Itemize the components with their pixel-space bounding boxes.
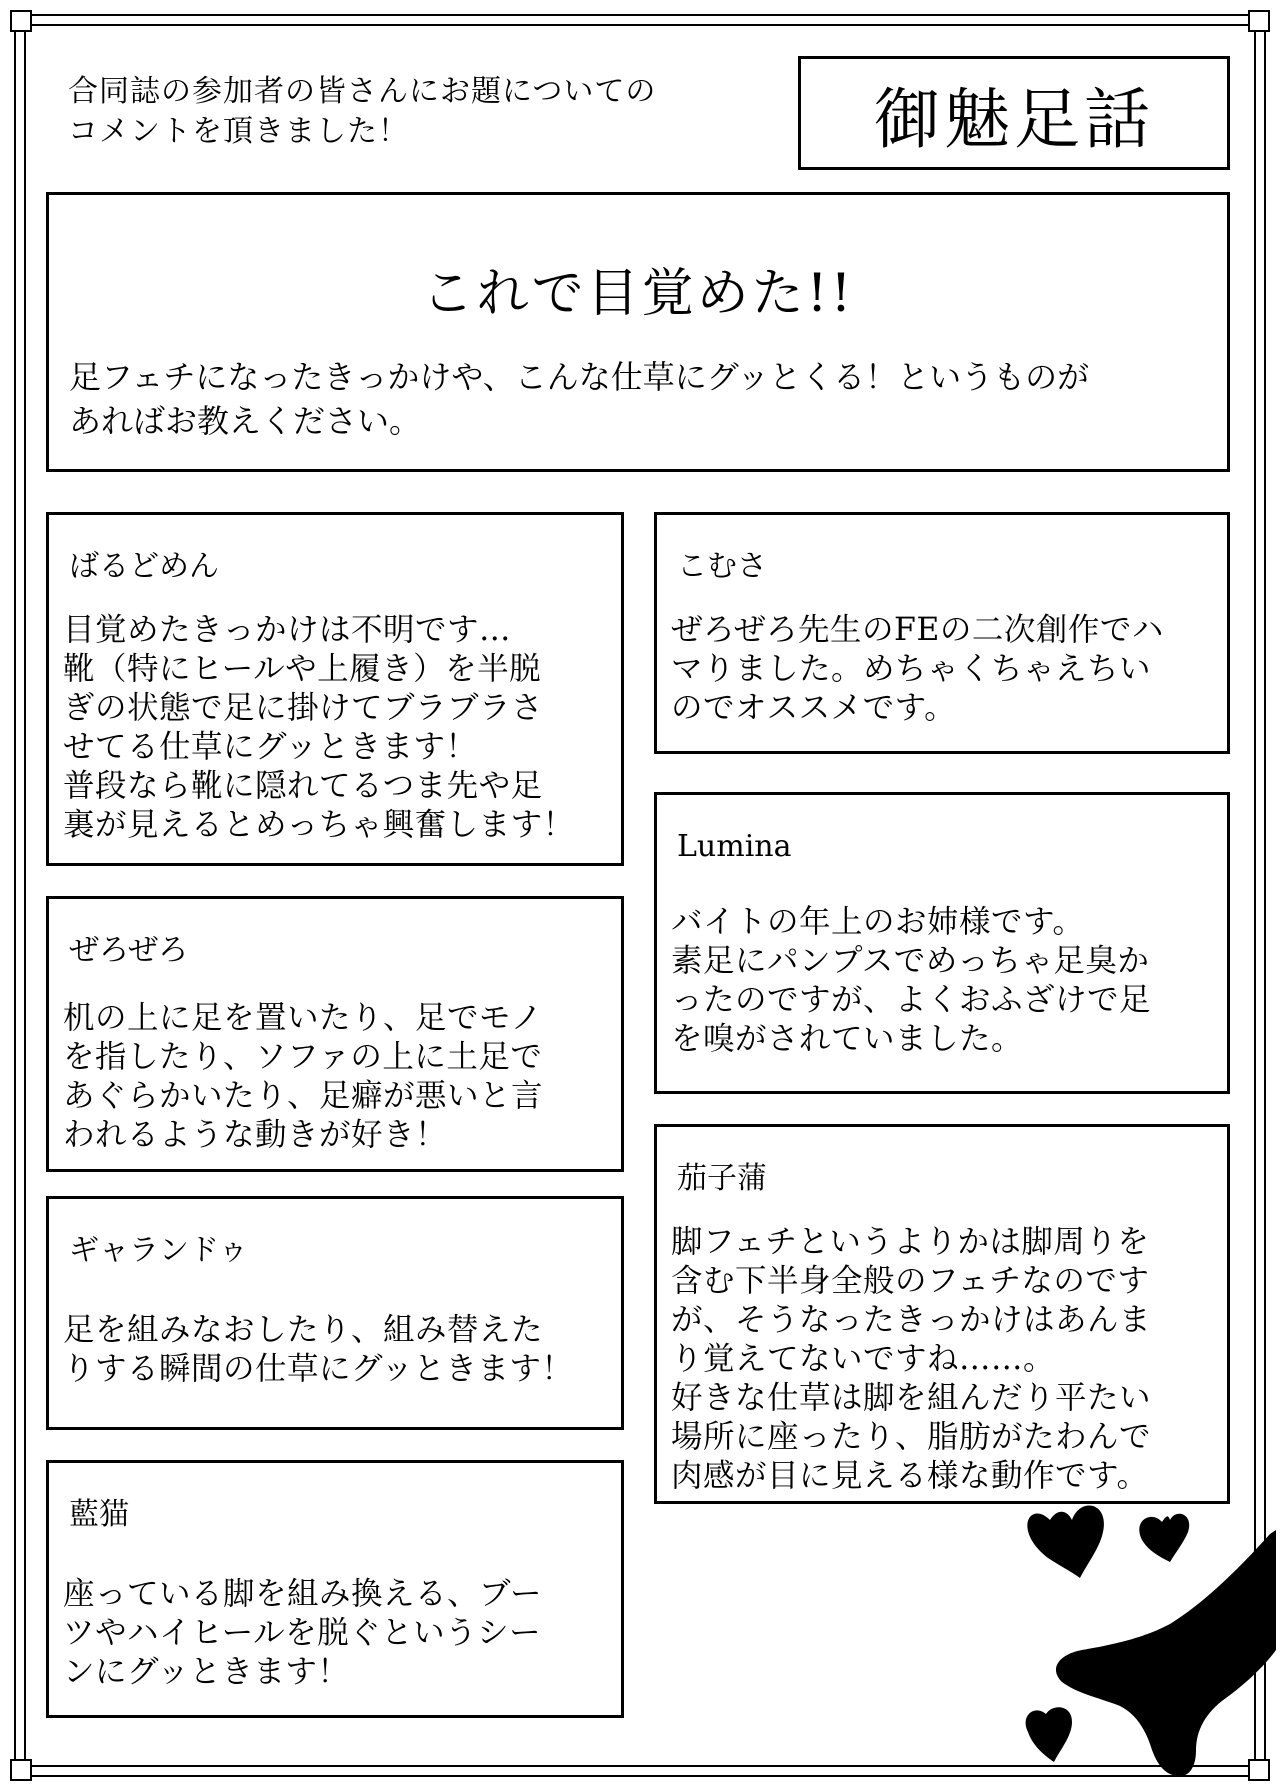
comment-box: [654, 512, 1230, 754]
comment-author: ばるどめん: [69, 549, 219, 584]
comment-box: [654, 792, 1230, 1094]
frame-corner: [1248, 10, 1270, 32]
comment-box: [46, 512, 624, 866]
intro-text: 合同誌の参加者の皆さんにお題についての コメントを頂きました！: [68, 74, 657, 149]
comment-box: [46, 896, 624, 1172]
frame-corner: [10, 1759, 32, 1781]
theme-box: [46, 192, 1230, 472]
frame-corner: [10, 10, 32, 32]
heart-icon: [1139, 1514, 1189, 1562]
comment-text: 座っている脚を組み換える、ブー ツやハイヒールを脱ぐというシー ンにグッときます！: [63, 1576, 543, 1690]
comment-author: こむさ: [677, 549, 767, 584]
comment-text: バイトの年上のお姉様です。 素足にパンプスでめっちゃ足臭か ったのですが、よくおふざけで足 を嗅がされていました。: [671, 904, 1152, 1057]
theme-question: 足フェチになったきっかけや、こんな仕草にグッとくる！というものが あればお教えください。: [69, 358, 1090, 440]
foot-hearts-decoration: [1020, 1500, 1276, 1780]
heart-icon: [1026, 1707, 1072, 1762]
comment-author: ギャランドゥ: [69, 1233, 249, 1268]
foot-silhouette-icon: [1056, 1530, 1276, 1776]
comment-box: [654, 1124, 1230, 1504]
comment-text: 足を組みなおしたり、組み替えた りする瞬間の仕草にグッときます！: [63, 1312, 574, 1387]
heart-icon: [1027, 1505, 1104, 1578]
logo-title-box: [798, 56, 1230, 170]
comment-author: 藍猫: [69, 1497, 129, 1532]
comment-box: [46, 1460, 624, 1718]
comment-text: 目覚めたきっかけは不明です… 靴（特にヒールや上履き）を半脱 ぎの状態で足に掛けてブラブラさ せてる仕草にグッときます！ 普段なら靴に隠れてるつま先や足 裏が見えるとめっちゃ興奮します！: [63, 612, 575, 843]
comment-author: 茄子蒲: [677, 1161, 767, 1196]
comment-box: [46, 1196, 624, 1430]
comment-text: ぜろぜろ先生のFEの二次創作でハ マりました。めちゃくちゃえちい のでオススメです。: [671, 612, 1164, 726]
comment-text: 脚フェチというよりかは脚周りを 含む下半身全般のフェチなのです が、そうなったきっかけはあんま り覚えてないですね……。 好きな仕草は脚を組んだり平たい 場所に座ったり、脂肪がたわんで 肉感が目に見える様な動作です。: [671, 1224, 1152, 1494]
comment-author: ぜろぜろ: [69, 933, 189, 968]
theme-title: これで目覚めた!!: [421, 264, 855, 324]
comment-author: Lumina: [677, 829, 792, 864]
comment-text: 机の上に足を置いたり、足でモノ を指したり、ソファの上に土足で あぐらかいたり、足癖が悪いと言 われるような動きが好き！: [63, 1000, 544, 1153]
logo-title: 御魅足話: [874, 80, 1154, 158]
